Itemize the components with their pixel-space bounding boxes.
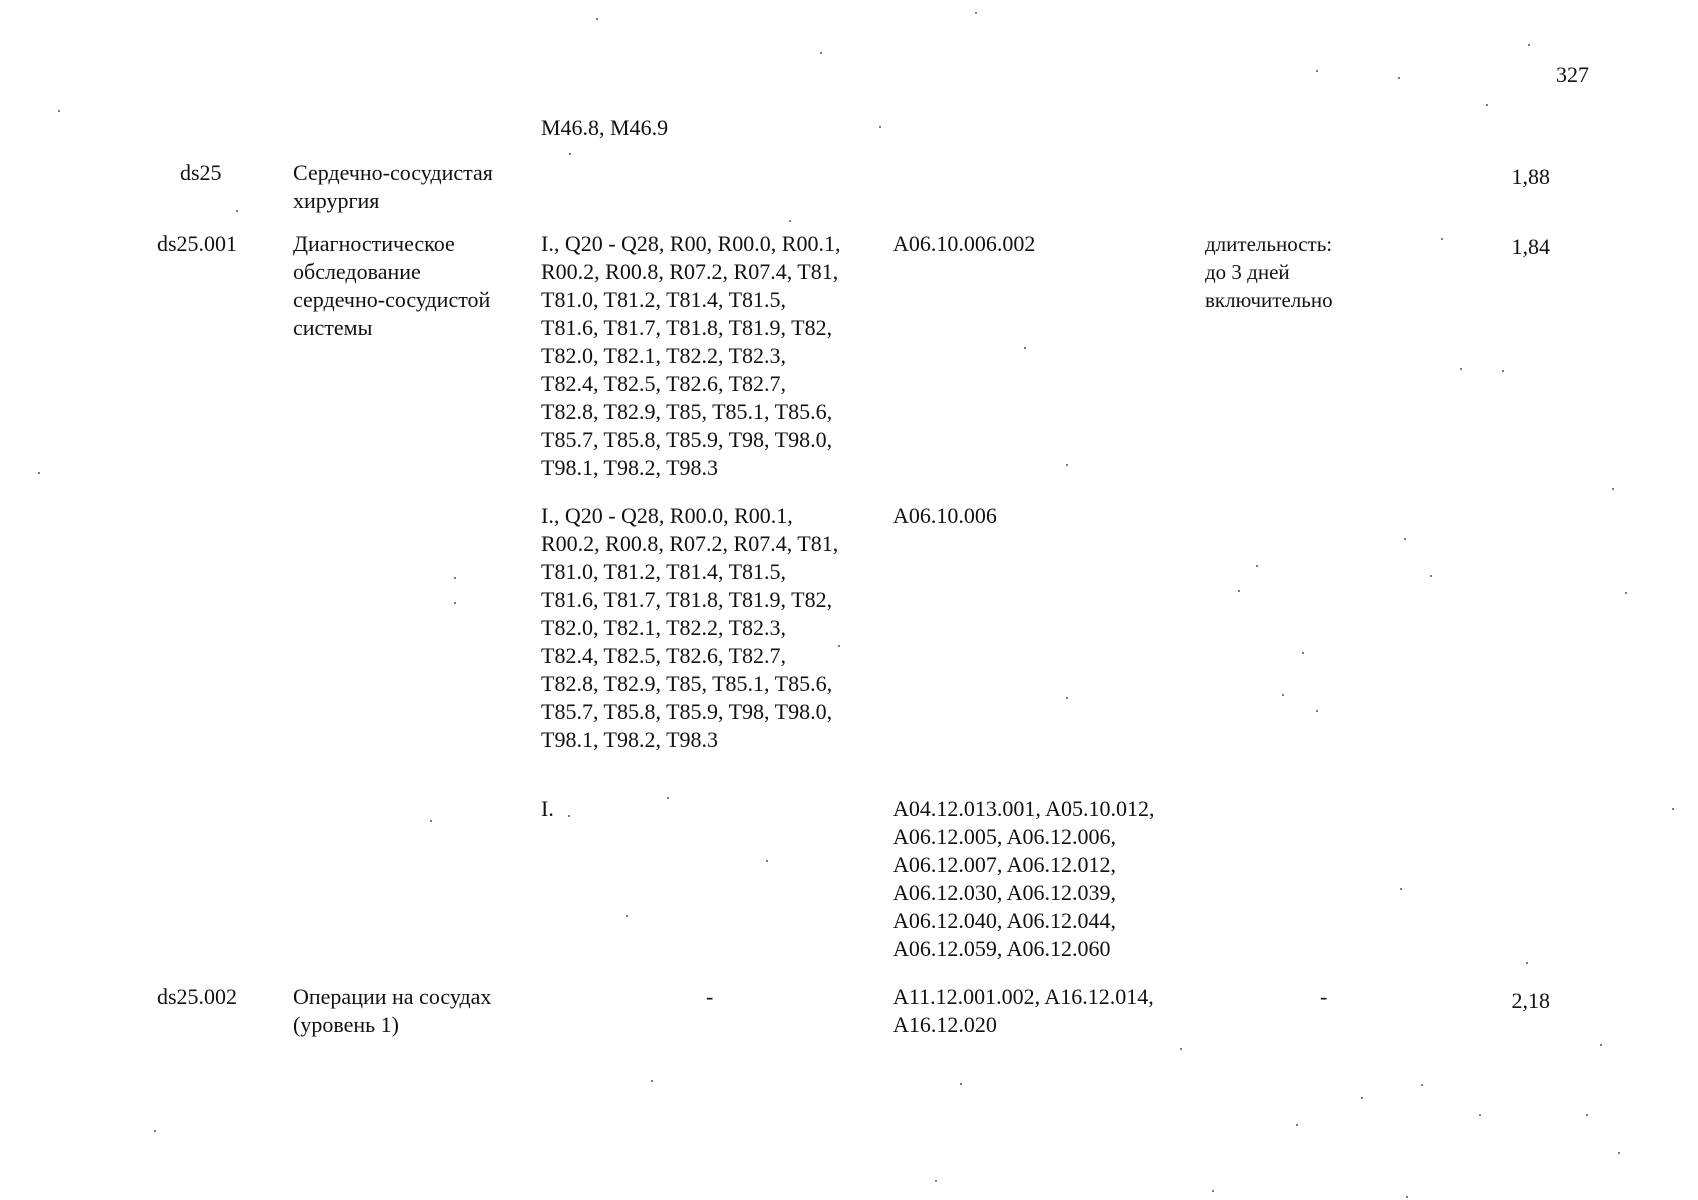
row-coefficient: 1,84 — [1511, 234, 1550, 259]
scan-speck — [766, 860, 768, 862]
scan-speck — [1024, 347, 1026, 349]
group-coefficient: 1,88 — [1511, 164, 1550, 189]
scan-speck — [1180, 1048, 1182, 1050]
row-name: Диагностическое обследование сердечно-сосудистой системы — [293, 231, 491, 340]
scan-speck — [1625, 592, 1627, 594]
scan-speck — [1316, 70, 1318, 72]
row-name: Операции на сосудах (уровень 1) — [293, 984, 492, 1037]
row-service-codes: A04.12.013.001, A05.10.012, A06.12.005, A06.12.006, A06.12.007, A06.12.012, A06.12.030, A06.12.039, A06.12.040, A06.12.044, A06.12.059, A06.12.060 — [893, 796, 1155, 961]
scan-speck — [1398, 77, 1400, 79]
scan-speck — [820, 52, 822, 54]
scan-speck — [1400, 888, 1402, 890]
scan-speck — [1612, 488, 1614, 490]
scan-speck — [1586, 1114, 1588, 1116]
scan-speck — [1296, 1124, 1298, 1126]
scan-speck — [1502, 370, 1504, 372]
prev-row-mkb-codes: M46.8, M46.9 — [541, 115, 669, 140]
scan-speck — [1066, 464, 1068, 466]
group-name: Сердечно-сосудистая хирургия — [293, 160, 493, 213]
scan-speck — [1404, 538, 1406, 540]
row-mkb-codes: - — [706, 984, 714, 1009]
row-service-codes: A06.10.006.002 — [893, 231, 1036, 256]
row-coefficient: 2,18 — [1511, 988, 1550, 1013]
scan-speck — [58, 110, 60, 112]
scan-speck — [1421, 1084, 1423, 1086]
scan-speck — [1238, 590, 1240, 592]
scan-speck — [1672, 808, 1674, 810]
scan-speck — [1256, 565, 1258, 567]
scan-speck — [1479, 1114, 1481, 1116]
scan-speck — [1212, 1190, 1214, 1192]
scan-speck — [879, 126, 881, 128]
row-service-codes: A06.10.006 — [893, 503, 997, 528]
scan-speck — [626, 915, 628, 917]
scan-speck — [1528, 44, 1530, 46]
scan-speck — [838, 645, 840, 647]
scan-speck — [1406, 1196, 1408, 1198]
scan-speck — [38, 472, 40, 474]
scan-speck — [667, 797, 669, 799]
scan-speck — [1430, 575, 1432, 577]
scan-speck — [1361, 1097, 1363, 1099]
page-number: 327 — [1556, 62, 1589, 87]
row-mkb-codes: I. — [541, 796, 554, 821]
scan-speck — [1486, 104, 1488, 106]
scan-speck — [975, 12, 977, 14]
scan-speck — [454, 602, 456, 604]
scan-speck — [1441, 238, 1443, 240]
scan-speck — [596, 18, 598, 20]
scan-speck — [1600, 1044, 1602, 1046]
scan-speck — [789, 220, 791, 222]
scan-speck — [651, 1080, 653, 1082]
scan-speck — [568, 815, 570, 817]
scan-speck — [1618, 1152, 1620, 1154]
scan-speck — [154, 1130, 156, 1132]
row-additional-criteria: длительность: до 3 дней включительно — [1205, 232, 1333, 312]
scan-speck — [236, 210, 238, 212]
group-code: ds25 — [180, 160, 222, 185]
row-additional-criteria: - — [1320, 984, 1328, 1009]
scan-speck — [1526, 962, 1528, 964]
row-code: ds25.002 — [157, 984, 238, 1009]
row-code: ds25.001 — [157, 231, 238, 256]
scan-speck — [430, 820, 432, 822]
row-mkb-codes: I., Q20 - Q28, R00, R00.0, R00.1, R00.2, R00.8, R07.2, R07.4, T81, T81.0, T81.2, T81.4, T81.5, T81.6, T81.7, T81.8, T81.9, T82, T82.0, T82.1, T82.2, T82.3, T82.4, T82.5, T82.6, T82.7, T82.8, T82.9, T85, T85.1, T85.6, T85.7, T85.8, T85.9, T98, T98.0, T98.1, T98.2, T98.3 — [541, 231, 841, 480]
row-mkb-codes: I., Q20 - Q28, R00.0, R00.1, R00.2, R00.8, R07.2, R07.4, T81, T81.0, T81.2, T81.4, T81.5, T81.6, T81.7, T81.8, T81.9, T82, T82.0, T82.1, T82.2, T82.3, T82.4, T82.5, T82.6, T82.7, T82.8, T82.9, T85, T85.1, T85.6, T85.7, T85.8, T85.9, T98, T98.0, T98.1, T98.2, T98.3 — [541, 503, 839, 752]
scan-speck — [454, 577, 456, 579]
scan-speck — [935, 1180, 937, 1182]
scan-speck — [960, 1083, 962, 1085]
scan-speck — [1316, 710, 1318, 712]
scan-speck — [569, 153, 571, 155]
scan-speck — [1302, 652, 1304, 654]
row-service-codes: A11.12.001.002, A16.12.014, A16.12.020 — [893, 984, 1154, 1037]
scan-speck — [1282, 694, 1284, 696]
scan-speck — [1066, 697, 1068, 699]
scan-speck — [1460, 368, 1462, 370]
